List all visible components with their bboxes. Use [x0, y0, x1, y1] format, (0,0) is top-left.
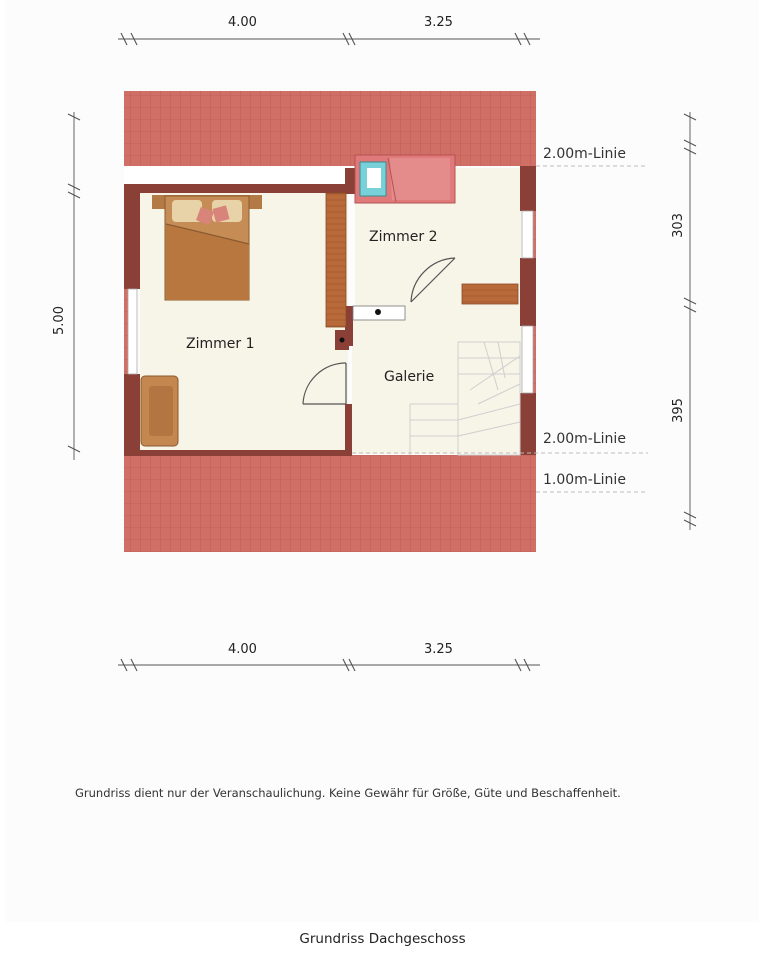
dim-left: 5.00	[51, 306, 67, 335]
dim-bottom-right: 3.25	[424, 642, 453, 657]
room-label-zimmer1: Zimmer 1	[186, 336, 255, 352]
dim-top-right: 3.25	[424, 15, 453, 30]
window-right-top	[522, 211, 533, 258]
floor-galerie	[352, 306, 522, 454]
wardrobe	[326, 193, 346, 327]
height-line-lower: 2.00m-Linie	[543, 431, 626, 447]
dim-bottom-left: 4.00	[228, 642, 257, 657]
roof-top	[124, 91, 536, 166]
dim-right-lower: 395	[670, 398, 686, 423]
window-right-bottom	[522, 326, 533, 393]
shelf-zimmer2	[462, 284, 518, 304]
disclaimer-text: Grundriss dient nur der Veranschaulichung. Keine Gewähr für Größe, Güte und Beschaffenheit.	[75, 786, 621, 800]
room-label-galerie: Galerie	[384, 369, 435, 385]
window-left	[128, 289, 137, 374]
height-line-eave: 1.00m-Linie	[543, 472, 626, 488]
room-label-zimmer2: Zimmer 2	[369, 229, 438, 245]
sofa-icon	[141, 376, 178, 446]
dim-right-upper: 303	[670, 213, 686, 238]
height-line-upper: 2.00m-Linie	[543, 146, 626, 162]
bed-icon	[152, 195, 262, 300]
roof-bottom	[124, 455, 536, 552]
plan-caption: Grundriss Dachgeschoss	[299, 931, 466, 947]
floor-strip	[124, 166, 348, 184]
bed-icon-zimmer2	[355, 155, 455, 203]
dim-top-left: 4.00	[228, 15, 257, 30]
